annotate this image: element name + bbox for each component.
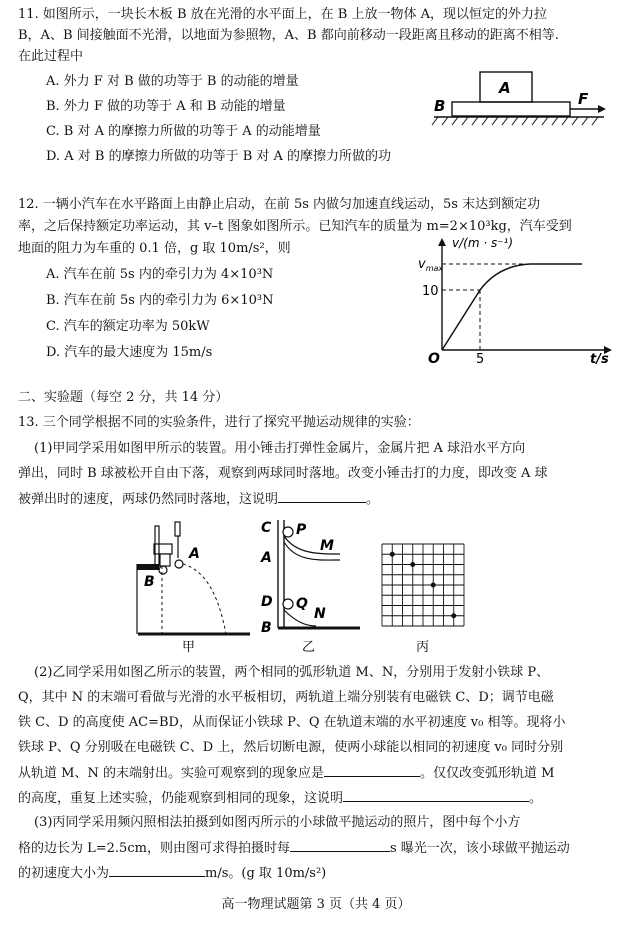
q13-part3-line3 [18, 864, 326, 882]
q13-yi-caption: 乙 [302, 640, 316, 655]
q13-stem: 13. 三个同学根据不同的实验条件，进行了探究平抛运动规律的实验： [18, 415, 420, 430]
q13-yi-label-q: Q [296, 596, 308, 612]
q13-answer-blank-5[interactable] [109, 864, 205, 877]
q13-answer-blank-2[interactable] [324, 764, 420, 777]
q12-option-a: A. 汽车在前 5s 内的牵引力为 4×10³N [46, 267, 274, 282]
q13-part1-text: 被弹出时的速度，两球仍然同时落地，这说明 [18, 492, 279, 507]
q13-part3-text-d: m/s。(g 取 10m/s²) [205, 866, 327, 881]
q13-part3-text-b: s 曝光一次，该小球做平抛运动 [389, 841, 570, 856]
q12-graph-ylabel: v/(m · s⁻¹) [452, 236, 514, 250]
q12-stem-line3: 地面的阻力为车重的 0.1 倍，g 取 10m/s²，则 [18, 241, 291, 256]
q12-graph-vmax: $v_{max}$ [418, 257, 444, 273]
q12-graph-tick-x: 5 [476, 352, 485, 364]
q13-bing-caption: 丙 [416, 640, 430, 655]
q11-option-a: A. 外力 F 对 B 做的功等于 B 的动能的增量 [46, 74, 299, 89]
q13-part1-line3 [18, 490, 379, 508]
q13-part1-line1: (1)甲同学采用如图甲所示的装置。用小锤击打弹性金属片，金属片把 A 球沿水平方向 [34, 441, 526, 456]
q12-option-c: C. 汽车的额定功率为 50kW [46, 319, 210, 334]
q11-option-d: D. A 对 B 的摩擦力所做的功等于 B 对 A 的摩擦力所做的功 [46, 149, 392, 164]
q13-part2-line1: (2)乙同学采用如图乙所示的装置，两个相同的弧形轨道 M、N，分别用于发射小铁球 P、 [34, 665, 550, 680]
section2-heading: 二、实验题（每空 2 分，共 14 分） [18, 390, 229, 405]
q13-part3-line1: (3)丙同学采用频闪照相法拍摄到如图丙所示的小球做平抛运动的照片，图中每个小方 [34, 815, 521, 830]
q12-stem-line2: 率，之后保持额定功率运动，其 v–t 图象如图所示。已知汽车的质量为 m=2×10³kg，汽车受到 [18, 219, 572, 234]
q13-jia-caption: 甲 [182, 640, 196, 655]
q12-option-b: B. 汽车在前 5s 内的牵引力为 6×10³N [46, 293, 274, 308]
q13-part2-line6 [18, 789, 542, 807]
q13-answer-blank-3[interactable] [343, 789, 529, 802]
q13-part2-text-c: 的高度，重复上述实验，仍能观察到相同的现象，这说明 [18, 791, 344, 806]
q11-stem-line1: 11. 如图所示，一块长木板 B 放在光滑的水平面上，在 B 上放一物体 A，现以恒定的外力拉 [18, 7, 547, 22]
q13-yi-label-a: A [261, 550, 272, 566]
q13-part2-line3: 铁 C、D 的高度使 AC=BD，从而保证小铁球 P、Q 在轨道末端的水平初速度 v₀ 相等。现将小 [18, 715, 566, 730]
q13-yi-label-m: M [320, 538, 334, 554]
q12-graph-xlabel: t/s [590, 352, 609, 364]
q11-stem-line2: B，A、B 间接触面不光滑，以地面为参照物，A、B 都向前移动一段距离且移动的距离不相等. [18, 28, 559, 43]
q13-part3-text-a: 格的边长为 L=2.5cm，则由图可求得拍摄时每 [18, 841, 290, 856]
q13-jia-label-b: B [144, 574, 155, 590]
q13-part2-line5 [18, 764, 554, 782]
q12-stem-line1: 12. 一辆小汽车在水平路面上由静止启动，在前 5s 内做匀加速直线运动，5s 末达到额定功 [18, 197, 541, 212]
q11-option-c: C. B 对 A 的摩擦力所做的功等于 A 的动能增量 [46, 124, 321, 139]
q11-stem-line3: 在此过程中 [18, 49, 84, 64]
q13-yi-label-d: D [261, 594, 273, 610]
q13-part3-text-c: 的初速度大小为 [18, 866, 110, 881]
q11-block-figure [428, 64, 610, 132]
q13-figure-yi [256, 514, 366, 656]
q13-part2-end: 。 [529, 791, 543, 806]
q13-part2-line4: 铁球 P、Q 分别吸在电磁铁 C、D 上，然后切断电源，使两小球能以相同的初速度 v₀ 同时分别 [18, 740, 564, 755]
q13-answer-blank-1[interactable] [278, 490, 366, 503]
q11-option-b: B. 外力 F 做的功等于 A 和 B 动能的增量 [46, 99, 286, 114]
q12-vt-graph [412, 232, 618, 364]
q13-part2-text-b: 。仅仅改变弧形轨道 M [419, 766, 555, 781]
q11-label-b: B [434, 97, 446, 115]
q13-figure-bing [378, 540, 470, 656]
q12-graph-tick-y: 10 [422, 284, 439, 299]
q13-yi-label-c: C [261, 520, 272, 536]
q13-yi-label-b: B [261, 620, 272, 636]
q13-yi-label-p: P [296, 522, 307, 538]
q13-yi-label-n: N [314, 606, 326, 622]
q11-label-a: A [499, 79, 511, 97]
q13-part1-line2: 弹出，同时 B 球被松开自由下落，观察到两球同时落地。改变小锤击打的力度，即改变 A 球 [18, 466, 548, 481]
q12-option-d: D. 汽车的最大速度为 15m/s [46, 345, 213, 360]
q13-part2-line2: Q，其中 N 的末端可看做与光滑的水平板相切，两轨道上端分别装有电磁铁 C、D；调节电磁 [18, 690, 554, 705]
q13-part2-text-a: 从轨道 M、N 的末端射出。实验可观察到的现象应是 [18, 766, 324, 781]
q12-graph-origin: O [428, 351, 440, 364]
q13-jia-label-a: A [189, 546, 200, 562]
q13-part3-line2 [18, 839, 570, 857]
q13-part1-end: 。 [366, 492, 380, 507]
q13-answer-blank-4[interactable] [290, 839, 390, 852]
q13-figure-jia [132, 514, 256, 656]
q11-label-f: F [578, 90, 589, 108]
page-footer: 高一物理试题第 3 页（共 4 页） [221, 897, 411, 912]
